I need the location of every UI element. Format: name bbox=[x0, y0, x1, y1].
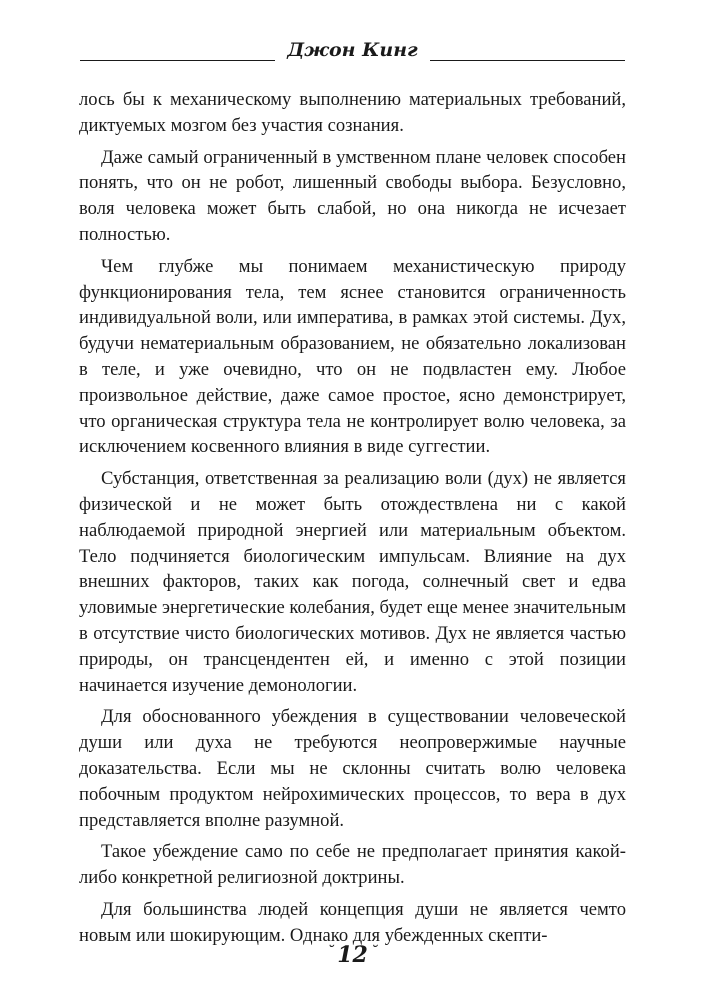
header-author-title bbox=[80, 38, 625, 62]
header-title-text: Джон Кинг bbox=[275, 39, 429, 61]
paragraph: Чем глубже мы понимаем механистическую природу функционирования тела, тем яснее становится ограниченность индивидуальной воли, или императива, в рамках этой системы. Дух, будучи нематериальным образованием, не обязательно локализован в теле, и уже очевидно, что он не подвластен ему. Любое произвольное действие, даже самое простое, ясно демонстрирует, что органическая структура тела не контролирует волю человека, за исключением косвенного влияния в виде суггестии. bbox=[79, 255, 626, 458]
folio-ornament-left: ˘ bbox=[327, 944, 335, 960]
page-body bbox=[79, 87, 626, 955]
folio-ornament-right: ˘ bbox=[370, 944, 378, 960]
paragraph: Для большинства людей концепция души не является чемто новым или шокирующим. Однако для убежденных скепти- bbox=[79, 898, 626, 946]
paragraph: Такое убеждение само по себе не предполагает принятия какой-либо конкретной религиозной доктрины. bbox=[79, 841, 626, 889]
paragraph: Даже самый ограниченный в умственном плане человек способен понять, что он не робот, лишенный свободы выбора. Безусловно, воля человека может быть слабой, но она никогда не исчезает полностью. bbox=[79, 146, 626, 245]
paragraph: Для обоснованного убеждения в существовании человеческой души или духа не требуются неопровержимые научные доказательства. Если мы не склонны считать волю человека побочным продуктом нейрохимических процессов, то вера в дух представляется вполне разумной. bbox=[79, 706, 626, 831]
page-number-footer bbox=[0, 938, 705, 969]
paragraph-continuation: лось бы к механическому выполнению материальных требований, диктуемых мозгом без участия сознания. bbox=[79, 89, 626, 136]
page-number: 12 bbox=[337, 942, 368, 968]
running-header bbox=[80, 38, 625, 66]
paragraph: Субстанция, ответственная за реализацию воли (дух) не является физической и не может быть отождествлена ни с какой наблюдаемой природной энергией или материальным объектом. Тело подчиняется биологическим импульсам. Влияние на дух внешних факторов, таких как погода, солнечный свет и едва уловимые энергетические колебания, будет еще менее значительным в отсутствие чисто биологических мотивов. Дух не является частью природы, он трансцендентен ей, и именно с этой позиции начинается изучение демонологии. bbox=[79, 468, 626, 696]
